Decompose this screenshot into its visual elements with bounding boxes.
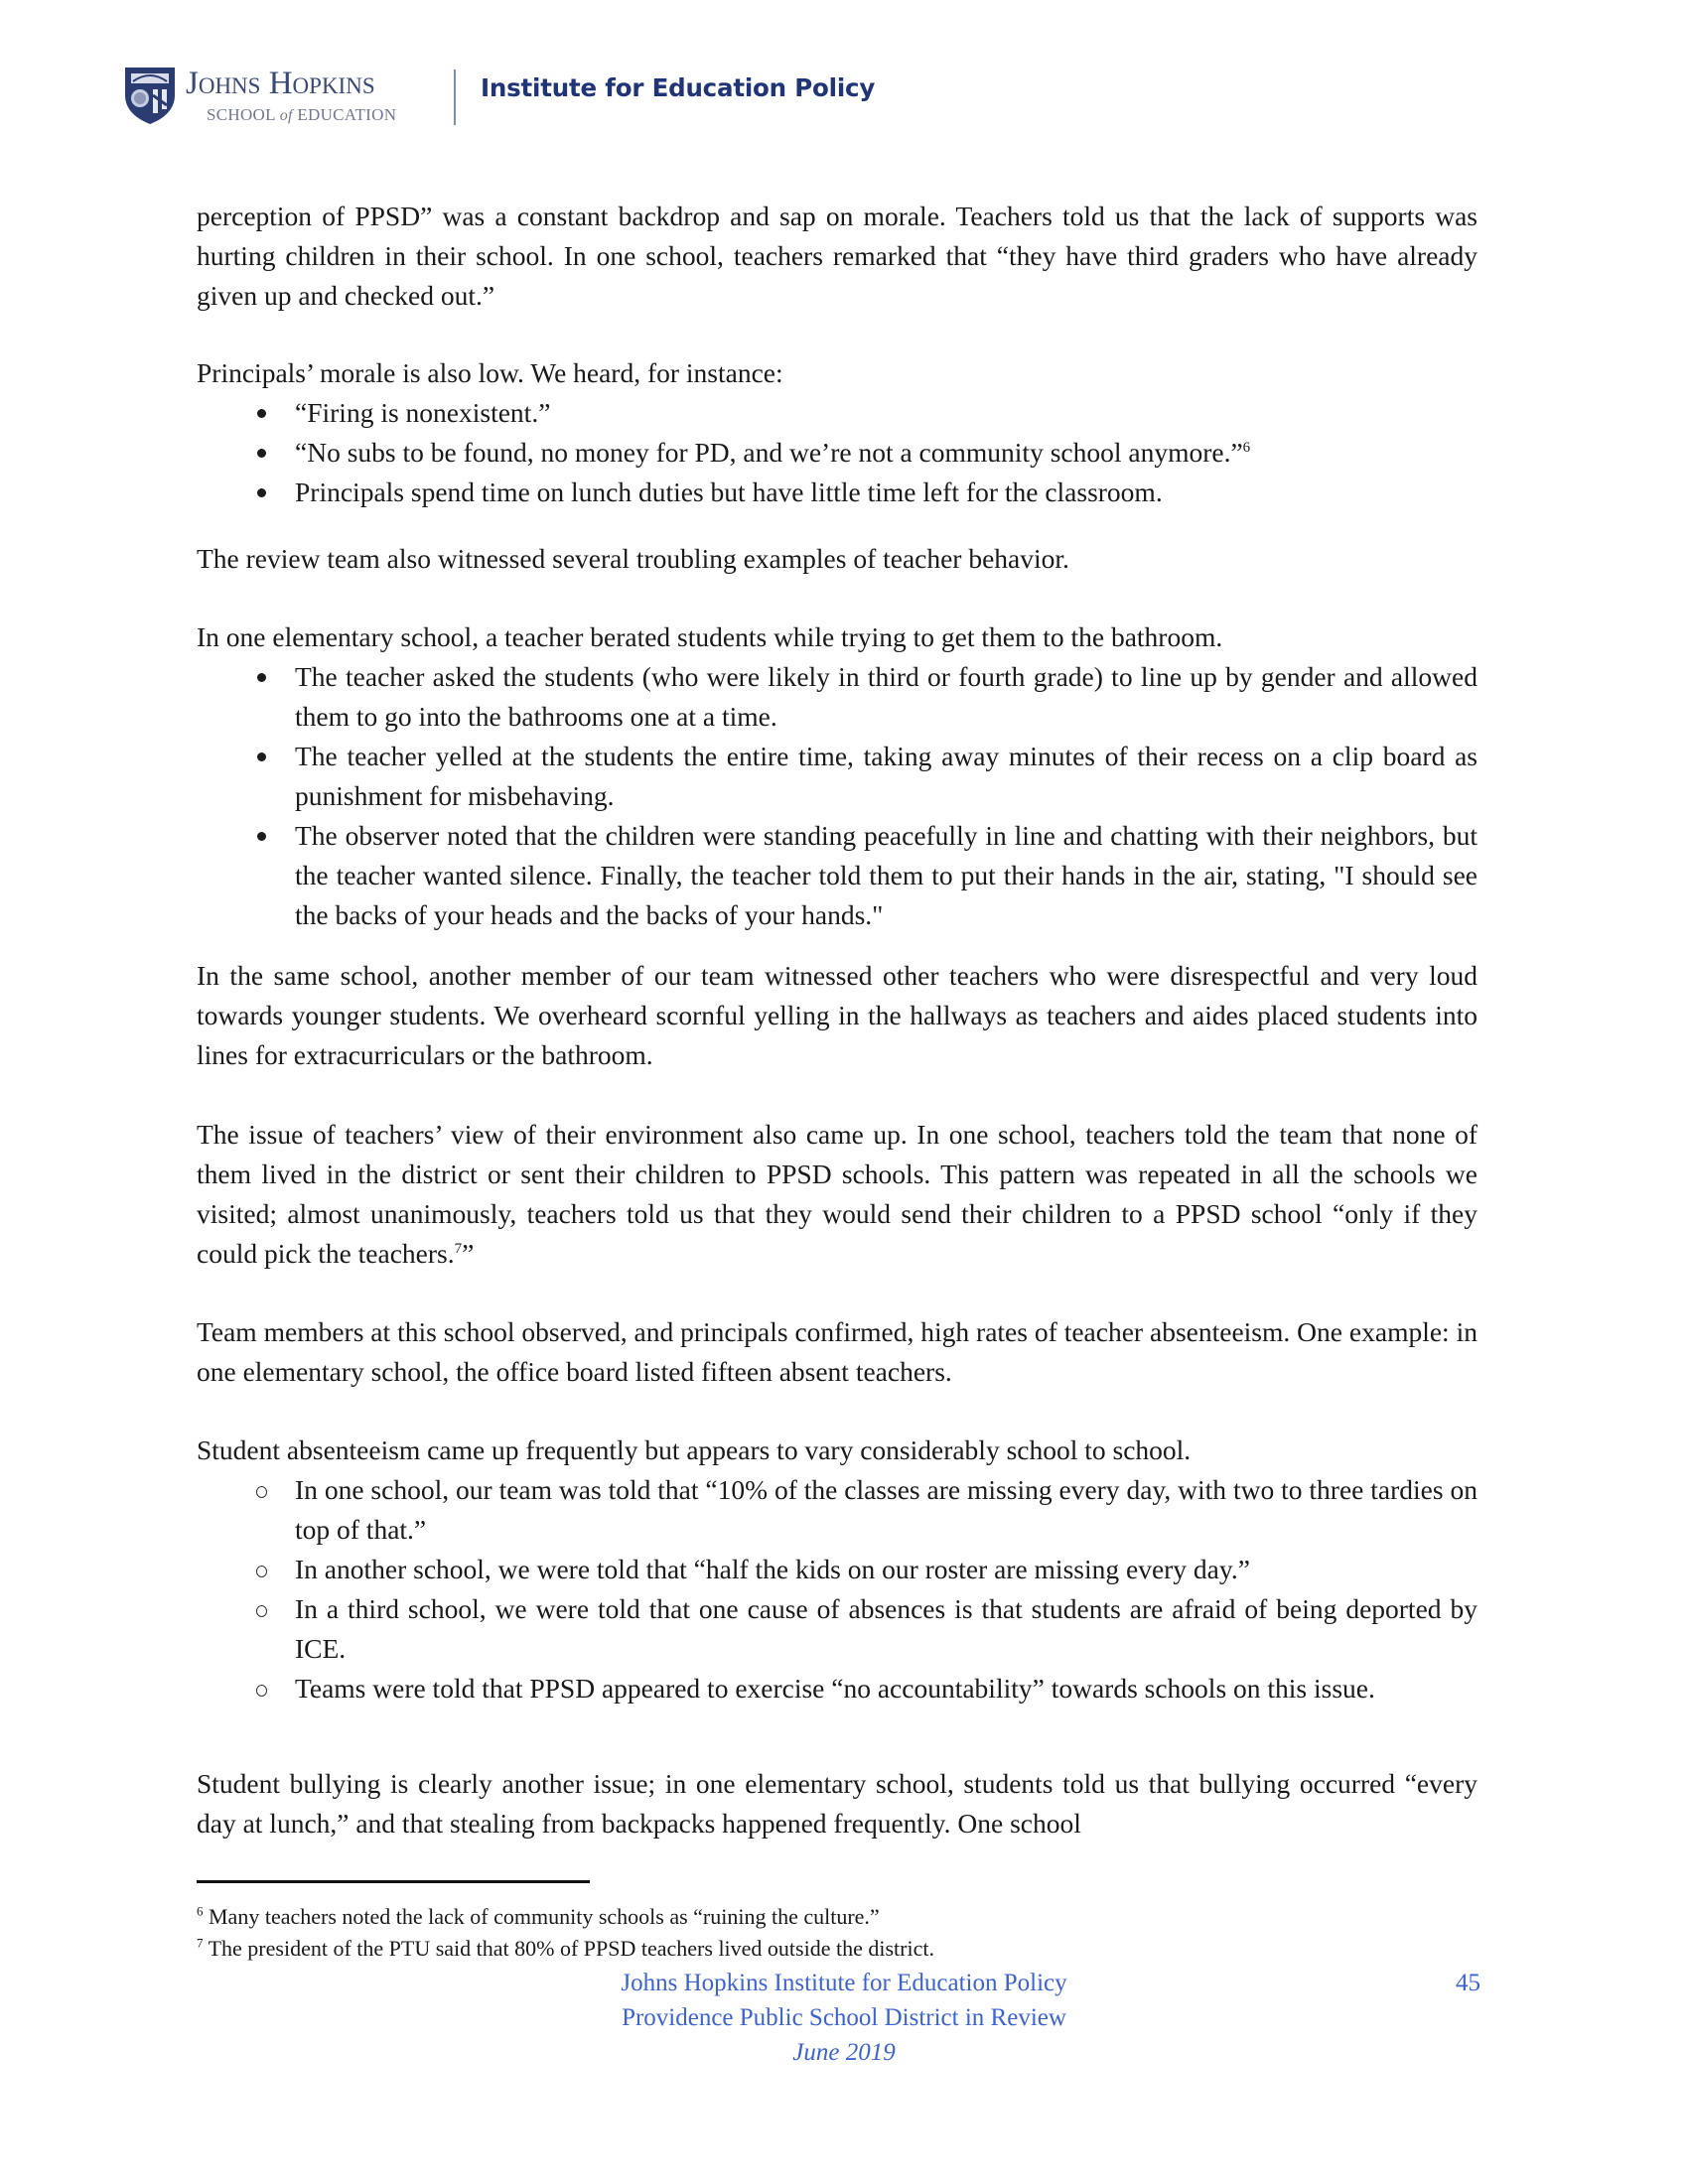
- paragraph-text: The issue of teachers’ view of their environment also came up. In one school, teachers told the team that none of them lived in the district or sent their children to PPSD schools. This pattern was repeated in all the schools we visited; almost unanimously, teachers told us that they would send their children to a PPSD school “only if they could pick the teachers.$^7$”: [197, 1119, 1477, 1269]
- footnote-ref-7[interactable]: 7: [454, 1240, 463, 1257]
- paragraph-same-school: [197, 956, 1477, 1075]
- teacher-behavior-list: [197, 657, 1477, 935]
- footnote-6: $^6$ Many teachers noted the lack of community schools as “ruining the culture.”: [197, 1903, 880, 1929]
- list-item: The observer noted that the children were standing peacefully in line and chatting with their neighbors, but the teacher wanted silence. Finally, the teacher told them to put their hands in the air, stating, "I should see the backs of your heads and the backs of your hands.": [197, 816, 1477, 935]
- paragraph-text: In the same school, another member of our team witnessed other teachers who were disrespectful and very loud towards younger students. We overheard scornful yelling in the hallways as teachers and aides placed students into lines for extracurriculars or the bathroom.: [197, 960, 1477, 1070]
- paragraph-morale: [197, 197, 1477, 316]
- bullet-icon: [246, 433, 276, 473]
- hollow-bullet-icon: [246, 1669, 276, 1708]
- footer-date: June 2019: [792, 2039, 896, 2066]
- bullet-icon: [246, 737, 276, 776]
- logo-divider: [454, 69, 456, 125]
- list-item: In a third school, we were told that one cause of absences is that students are afraid of being deported by ICE.: [197, 1589, 1477, 1669]
- bullet-icon: [246, 393, 276, 433]
- footer-institute: Johns Hopkins Institute for Education Policy: [621, 1970, 1067, 1996]
- paragraph-text: The review team also witnessed several troubling examples of teacher behavior.: [197, 543, 1069, 574]
- student-absenteeism-list: [197, 1470, 1477, 1708]
- hollow-bullet-icon: [246, 1550, 276, 1589]
- footer-report-title: Providence Public School District in Review: [622, 2004, 1066, 2031]
- bullet-icon: [246, 816, 276, 856]
- footnote-ref-6[interactable]: 6: [1242, 439, 1251, 456]
- paragraph-student-bullying: [197, 1764, 1477, 1843]
- footnote-7: $^7$ The president of the PTU said that 80% of PPSD teachers lived outside the district.: [197, 1935, 934, 1961]
- university-name: Johns Hopkins: [186, 66, 375, 101]
- paragraph-teacher-behavior: [197, 539, 1477, 579]
- bullet-icon: [246, 657, 276, 697]
- list-item: Principals spend time on lunch duties but have little time left for the classroom.: [197, 473, 1477, 512]
- list-item: In another school, we were told that “half the kids on our roster are missing every day.”: [197, 1550, 1477, 1589]
- page-number: 45: [1456, 1970, 1480, 1996]
- list-item: “Firing is nonexistent.”: [197, 393, 1477, 433]
- paragraph-principals-morale: [197, 353, 1477, 393]
- paragraph-text: Team members at this school observed, and principals confirmed, high rates of teacher absenteeism. One example: in one elementary school, the office board listed fifteen absent teachers.: [197, 1316, 1477, 1387]
- paragraph-text: In one elementary school, a teacher berated students while trying to get them to the bathroom.: [197, 621, 1223, 652]
- list-item: Teams were told that PPSD appeared to exercise “no accountability” towards schools on this issue.: [197, 1669, 1477, 1708]
- list-item: In one school, our team was told that “10% of the classes are missing every day, with two to three tardies on top of that.”: [197, 1470, 1477, 1550]
- paragraph-text: perception of PPSD” was a constant backdrop and sap on morale. Teachers told us that the lack of supports was hurting children in their school. In one school, teachers remarked that “they have third graders who have already given up and checked out.”: [197, 201, 1477, 311]
- list-item: The teacher yelled at the students the entire time, taking away minutes of their recess on a clip board as punishment for misbehaving.: [197, 737, 1477, 816]
- paragraph-elementary-school: [197, 617, 1477, 657]
- list-item: The teacher asked the students (who were likely in third or fourth grade) to line up by gender and allowed them to go into the bathrooms one at a time.: [197, 657, 1477, 737]
- paragraph-text: Student absenteeism came up frequently but appears to vary considerably school to school.: [197, 1434, 1192, 1465]
- university-shield-logo-icon: [123, 66, 177, 125]
- paragraph-teacher-environment: [197, 1115, 1477, 1274]
- hollow-bullet-icon: [246, 1470, 276, 1510]
- list-item: “No subs to be found, no money for PD, and we’re not a community school anymore.”$^6$: [197, 433, 1477, 473]
- bullet-icon: [246, 473, 276, 512]
- paragraph-teacher-absenteeism: [197, 1312, 1477, 1392]
- school-name: SCHOOL of EDUCATION: [207, 105, 397, 124]
- principal-quotes-list: [197, 393, 1477, 512]
- hollow-bullet-icon: [246, 1589, 276, 1629]
- institute-name: Institute for Education Policy: [481, 73, 876, 102]
- paragraph-text: Student bullying is clearly another issue; in one elementary school, students told us that bullying occurred “every day at lunch,” and that stealing from backpacks happened frequently. One school: [197, 1768, 1477, 1839]
- footnote-separator: [197, 1880, 590, 1883]
- paragraph-text: Principals’ morale is also low. We heard, for instance:: [197, 357, 783, 388]
- paragraph-student-absenteeism: [197, 1431, 1477, 1470]
